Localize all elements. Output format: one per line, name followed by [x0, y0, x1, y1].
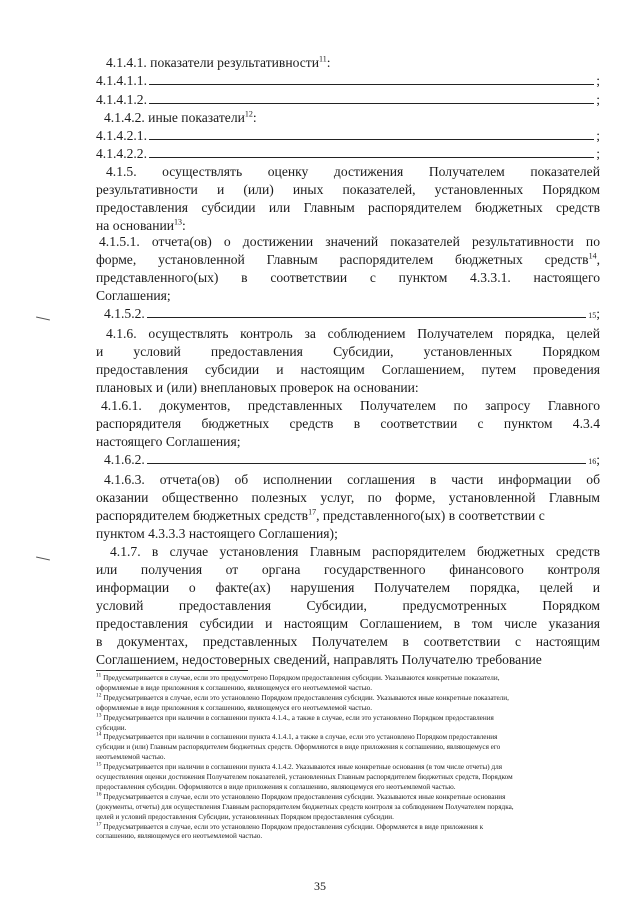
text-line: плановых и (или) внеплановых проверок на основании: [96, 380, 419, 395]
footnote-line [96, 832, 600, 842]
text-line: форме, установленной Главным распорядителем бюджетных средств$^{14}$, [96, 251, 600, 267]
footnote-number: 15 [96, 761, 102, 768]
fill-line [149, 72, 594, 85]
text-line: информации о факте(ах) нарушения Получателем порядка, целей и [96, 580, 600, 595]
clause-4-1-6-1: 4.1.6.1. документов, представленных Получателем по запросу Главного [101, 398, 600, 413]
blank-line-4-1-4-2-1: 4.1.4.2.1. ; [96, 128, 600, 143]
text-line: распорядителя бюджетных средств в соответствии с пунктом 4.3.4 [96, 416, 600, 431]
footnote-line [96, 704, 600, 714]
footnote-line [96, 803, 600, 813]
footnote-line [96, 694, 600, 704]
footnote-line [96, 724, 600, 734]
footnote-separator [96, 670, 248, 671]
blank-line-4-1-6-2: 4.1.6.2. 16 ; [104, 452, 600, 467]
footnote-number: 12 [96, 692, 102, 699]
footnote-number: 11 [96, 672, 102, 679]
blank-line-4-1-4-2-2: 4.1.4.2.2. ; [96, 146, 600, 161]
clause-4-1-6: 4.1.6. осуществлять контроль за соблюдением Получателем порядка, целей [106, 326, 600, 341]
footnote-number: 16 [96, 791, 102, 798]
fill-line [149, 127, 594, 140]
footnote-ref: 12 [244, 109, 253, 119]
text-line: Соглашением, недостоверных сведений, направлять Получателю требование [96, 652, 542, 667]
text-line: на основании$^{13}$: [96, 217, 186, 233]
footnote-number: 13 [96, 712, 102, 719]
footnote-ref: 17 [308, 507, 317, 517]
footnote-line [96, 684, 600, 694]
footnote-line [96, 753, 600, 763]
fill-line [149, 91, 594, 104]
footnote-text: целей и условий предоставления Субсидии, установленных Порядком предоставления субсидии. [96, 812, 394, 821]
text-line: Соглашения; [96, 288, 171, 303]
footnote-text: субсидии. [96, 723, 127, 732]
footnote-text: Предусматривается в случае, если это установлено Порядком предоставления субсидии. Указываются иные конкретные показатели, [101, 693, 509, 702]
text-line: результативности и (или) иных показателей, установленных Порядком [96, 182, 600, 197]
footnote-line [96, 793, 600, 803]
footnote-line [96, 773, 600, 783]
scan-margin-mark [36, 317, 50, 321]
footnote-text: Предусматривается при наличии в соглашении пункта 4.1.4.2. Указываются иные конкретные основания (в том числе отчеты) для [101, 763, 503, 772]
footnote-text: Предусматривается в случае, если это предусмотрено Порядком предоставления субсидии. Указываются конкретные показатели, [101, 674, 500, 682]
footnote-text: неотъемлемой частью. [96, 753, 166, 762]
footnote-line [96, 823, 600, 833]
footnote-text: осуществления оценки достижения Получателем показателей, установленных Главным распорядителем бюджетных средств, Порядком [96, 773, 513, 781]
footnote-line [96, 783, 600, 793]
footnote-line [96, 733, 600, 743]
footnote-text: предоставления субсидии. Оформляются в виде приложения к соглашению, являющемуся его неотъемлемой частью. [96, 782, 456, 791]
footnote-ref: 13 [174, 217, 183, 227]
text-line: пунктом 4.3.3.3 настоящего Соглашения); [96, 526, 338, 541]
text-line: предоставления субсидии и настоящим Соглашением, в том числе указания [96, 616, 600, 631]
footnote-text: Предусматривается в случае, если это установлено Порядком предоставления субсидии. Оформляется в виде приложения к [101, 822, 484, 831]
footnote-ref: 11 [319, 54, 327, 64]
text-line: условий предоставления Субсидии, предусмотренных Порядком [96, 598, 600, 613]
footnote-text: Предусматривается при наличии в соглашении пункта 4.1.4.1, а также в случае, если это установлено Порядком предоставления [101, 733, 498, 742]
text-line: распорядителем бюджетных средств$^{17}$, представленного(ых) в соответствии с [96, 507, 545, 523]
scan-margin-mark [36, 557, 50, 561]
footnote-text: соглашению, являющемуся его неотъемлемой частью. [96, 832, 263, 841]
footnote-number: 14 [96, 732, 102, 738]
text-line: оказании общественно полезных услуг, по форме, установленной Главным [96, 490, 600, 505]
clause-4-1-4-2: 4.1.4.2. иные показатели$^{12}$: [104, 109, 257, 125]
footnote-text: Предусматривается в случае, если это установлено Порядком предоставления субсидии. Указываются иные конкретные основания [101, 792, 506, 801]
blank-line-4-1-4-1-2: 4.1.4.1.2. ; [96, 92, 600, 107]
fill-line [147, 305, 586, 318]
clause-4-1-5: 4.1.5. осуществлять оценку достижения Получателем показателей [106, 164, 600, 179]
text-line: и условий предоставления Субсидии, установленных Порядком [96, 344, 600, 359]
footnote-text: субсидии и (или) Главным распорядителем бюджетных средств. Оформляются в виде приложения к соглашению, являющемуся его [96, 743, 501, 752]
text-line: настоящего Соглашения; [96, 434, 241, 449]
fill-line [149, 145, 594, 158]
text-line: предоставления субсидии и настоящим Соглашением, путем проведения [96, 362, 600, 377]
clause-4-1-7: 4.1.7. в случае установления Главным распорядителем бюджетных средств [110, 544, 600, 559]
page-number: 35 [314, 879, 326, 893]
footnote-line [96, 813, 600, 823]
clause-4-1-5-1: 4.1.5.1. отчета(ов) о достижении значений показателей результативности по [99, 234, 600, 249]
clause-4-1-4-1: 4.1.4.1. показатели результативности$^{11}$: [106, 54, 331, 70]
clause-4-1-6-3: 4.1.6.3. отчета(ов) об исполнении соглашения в части информации об [104, 472, 600, 487]
text-line: предоставления субсидии или Главным распорядителем бюджетных средств [96, 200, 600, 215]
text-line: представленного(ых) в соответствии с пунктом 4.3.3.1. настоящего [96, 270, 600, 285]
text-line: или получения от органа государственного финансового контроля [96, 562, 600, 577]
footnote-line [96, 763, 600, 773]
footnote-line [96, 743, 600, 753]
footnote-text: Предусматривается при наличии в соглашении пункта 4.1.4., а также в случае, если это установлено Порядком предоставления [101, 713, 494, 722]
text-line: в документах, представленных Получателем в соответствии с настоящим [96, 634, 600, 649]
footnote-ref: 14 [588, 251, 597, 261]
footnote-line [96, 674, 600, 684]
blank-line-4-1-5-2: 4.1.5.2. 15 ; [104, 306, 600, 321]
footnote-text: оформляемые в виде приложения к соглашению, являющемуся его неотъемлемой частью. [96, 703, 373, 712]
footnote-text: оформляемые в виде приложения к соглашению, являющемуся его неотъемлемой частью. [96, 683, 373, 692]
fill-line [147, 451, 586, 464]
footnote-line [96, 714, 600, 724]
blank-line-4-1-4-1-1: 4.1.4.1.1. ; [96, 73, 600, 88]
footnote-text: (документы, отчеты) для осуществления Главным распорядителем бюджетных средств контроля за соблюдением Получателем порядка, [96, 802, 514, 811]
footnote-number: 17 [96, 821, 102, 828]
